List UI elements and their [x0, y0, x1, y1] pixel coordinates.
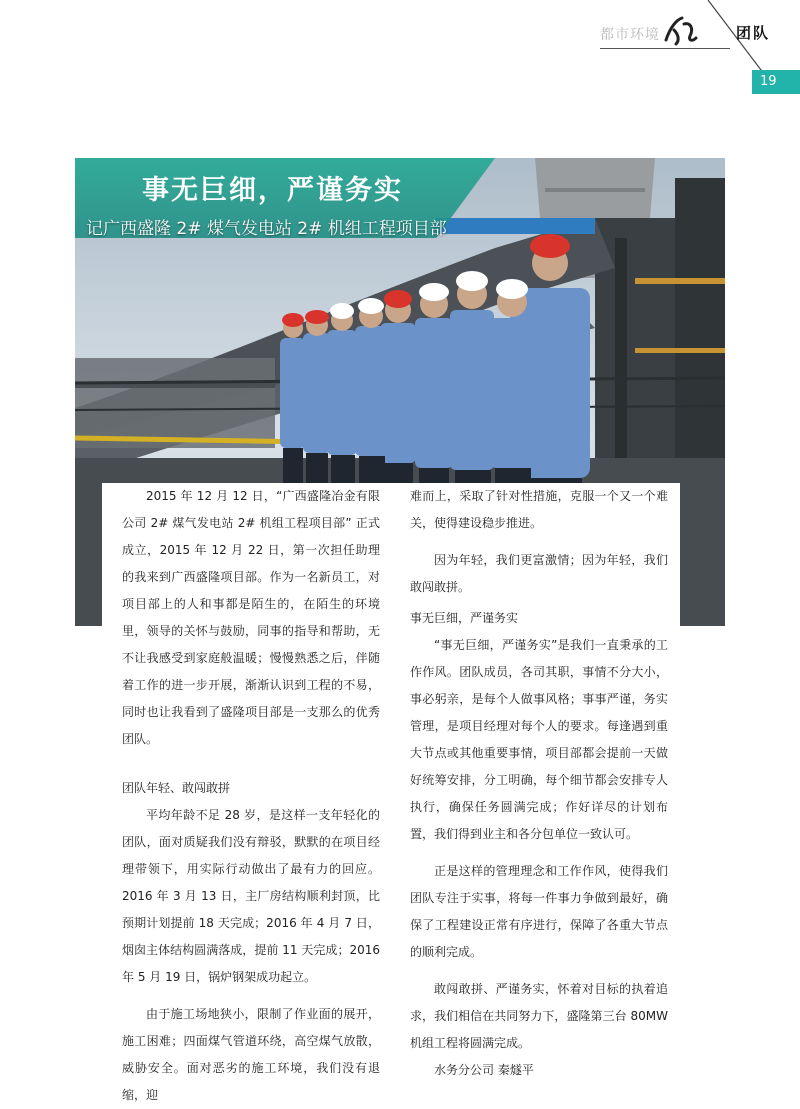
body-paragraph: 因为年轻，我们更富激情；因为年轻，我们敢闯敢拼。 [410, 553, 668, 594]
body-paragraph: 难而上，采取了针对性措施，克服一个又一个难关，使得建设稳步推进。 [410, 489, 668, 530]
article-subtitle: 记广西盛隆 2# 煤气发电站 2# 机组工程项目部 [86, 219, 447, 239]
magazine-name: 都市环境 [600, 27, 660, 43]
section-heading: 团队年轻、敢闯敢拼 [122, 781, 231, 795]
section-label: 团队 [736, 24, 771, 42]
body-paragraph: 敢闯敢拼、严谨务实，怀着对目标的执着追求，我们相信在共同努力下，盛隆第三台 80MW 机组工程将圆满完成。 [410, 982, 668, 1050]
body-paragraph: 由于施工场地狭小，限制了作业面的展开，施工困难；四面煤气管道环绕，高空煤气放散，威胁安全。面对恶劣的施工环境，我们没有退缩，迎 [122, 1007, 380, 1102]
page-number: 19 [752, 70, 800, 94]
article-title: 事无巨细，严谨务实 [142, 175, 403, 206]
body-paragraph: “事无巨细，严谨务实”是我们一直秉承的工作作风。团队成员，各司其职，事情不分大小，事必躬亲，是每个人做事风格；事事严谨，务实管理，是项目经理对每个人的要求。每逢遇到重大节点或其他重要事情，项目部都会提前一天做好统筹安排，分工明确，每个细节都会安排专人执行，确保任务圆满完成；作好详尽的计划布置，我们得到业主和各分包单位一致认可。 [410, 638, 668, 841]
right-column [410, 483, 668, 1084]
body-paragraph: 正是这样的管理理念和工作作风，使得我们团队专注于实事，将每一件事力争做到最好，确保了工程建设正常有序进行，保障了各重大节点的顺利完成。 [410, 864, 668, 959]
article-body [102, 483, 680, 1102]
calligraphy-logo-icon [660, 10, 700, 50]
body-paragraph: 平均年龄不足 28 岁，是这样一支年轻化的团队，面对质疑我们没有辩驳，默默的在项目经理带领下，用实际行动做出了最有力的回应。2016 年 3 月 13 日，主厂房结构顺利封顶，比预期计划提前 18 天完成；2016 年 4 月 7 日，烟囱主体结构圆满落成，提前 11 天完成；2016 年 5 月 19 日，锅炉钢架成功起立。 [122, 808, 380, 984]
section-heading: 事无巨细，严谨务实 [410, 611, 519, 625]
intro-paragraph: 2015 年 12 月 12 日，“广西盛隆冶金有限公司 2# 煤气发电站 2# 机组工程项目部” 正式成立，2015 年 12 月 22 日，第一次担任助理的我来到广西盛隆项目部。作为一名新员工，对项目部上的人和事都是陌生的，在陌生的环境里，领导的关怀与鼓励，同事的指导和帮助，无不让我感受到家庭般温暖；慢慢熟悉之后，伴随着工作的进一步开展，渐渐认识到工程的不易，同时也让我看到了盛隆项目部是一支那么的优秀团队。 [122, 489, 380, 746]
left-column [122, 483, 380, 1109]
author-byline: 水务分公司 秦燧平 [434, 1063, 534, 1077]
